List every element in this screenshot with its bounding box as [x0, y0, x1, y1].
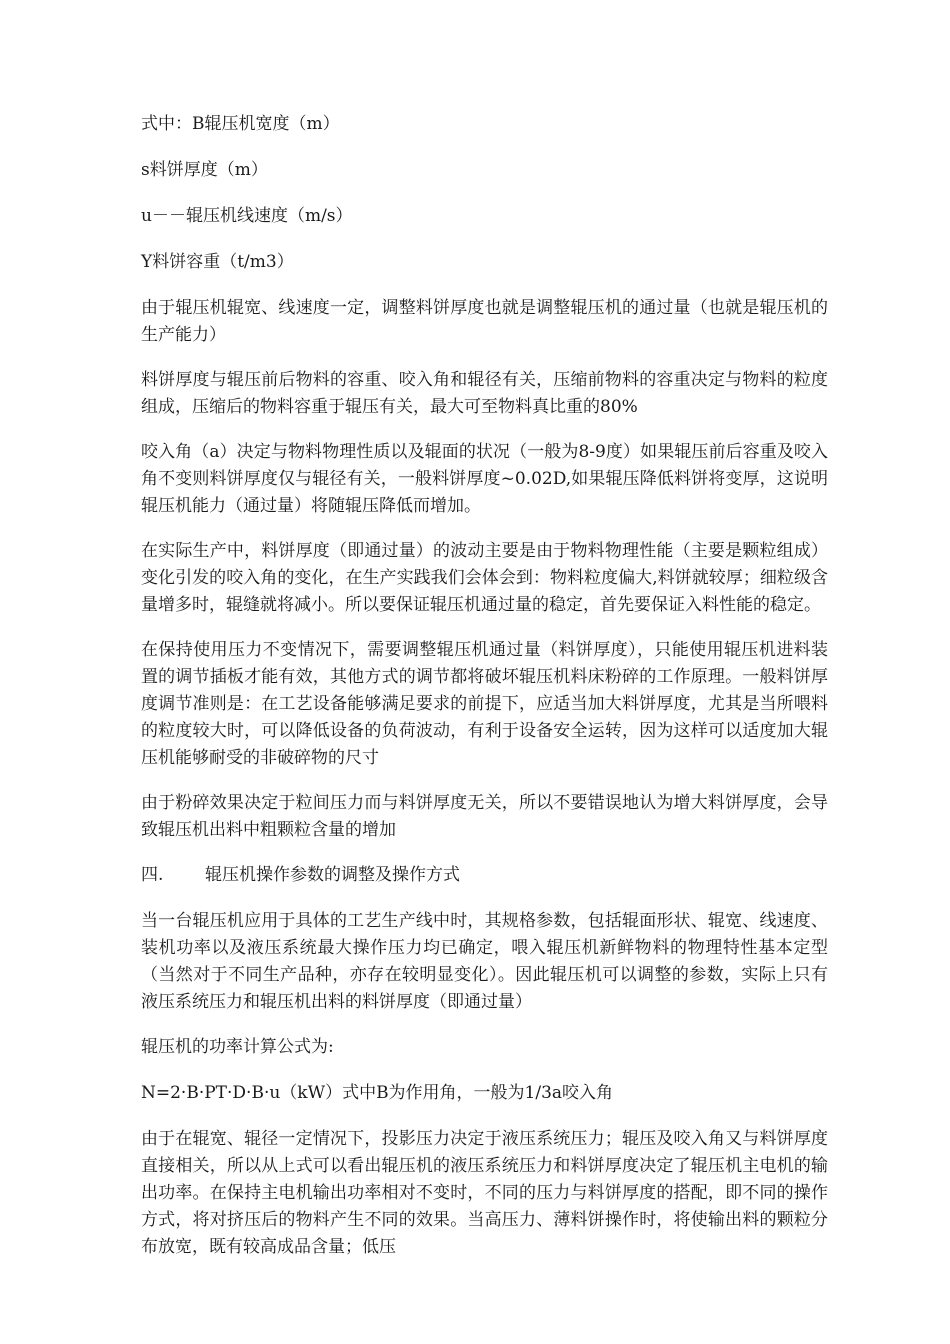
section-title: 辊压机操作参数的调整及操作方式: [205, 865, 460, 885]
paragraph: 当一台辊压机应用于具体的工艺生产线中时，其规格参数，包括辊面形状、辊宽、线速度、装机功率以及液压系统最大操作压力均已确定，喂入辊压机新鲜物料的物理特性基本定型（当然对于不同生产品种，亦存在较明显变化）。因此辊压机可以调整的参数，实际上只有液压系统压力和辊压机出料的料饼厚度（即通过量）: [141, 911, 828, 1012]
paragraph: 由于在辊宽、辊径一定情况下，投影压力决定于液压系统压力；辊压及咬入角又与料饼厚度直接相关，所以从上式可以看出辊压机的液压系统压力和料饼厚度决定了辊压机主电机的输出功率。在保持主电机输出功率相对不变时，不同的压力与料饼厚度的搭配，即不同的操作方式，将对挤压后的物料产生不同的效果。当高压力、薄料饼操作时，将使输出料的颗粒分布放宽，既有较高成品含量；低压: [141, 1129, 828, 1257]
paragraph: 料饼厚度与辊压前后物料的容重、咬入角和辊径有关，压缩前物料的容重决定与物料的粒度组成，压缩后的物料容重于辊压有关，最大可至物料真比重的80%: [141, 370, 828, 417]
paragraph: 在实际生产中，料饼厚度（即通过量）的波动主要是由于物料物理性能（主要是颗粒组成）变化引发的咬入角的变化，在生产实践我们会体会到：物料粒度偏大,料饼就较厚；细粒级含量增多时，辊缝就将减小。所以要保证辊压机通过量的稳定，首先要保证入料性能的稳定。: [141, 541, 828, 615]
paragraph: 辊压机的功率计算公式为:: [141, 1037, 334, 1057]
paragraph-formula-b: 式中：B辊压机宽度（m）: [141, 114, 340, 134]
formula-line: N=2·B·PT·D·B·u（kW）式中B为作用角，一般为1/3a咬入角: [141, 1083, 614, 1103]
paragraph: 咬入角（a）决定与物料物理性质以及辊面的状况（一般为8-9度）如果辊压前后容重及咬入角不变则料饼厚度仅与辊径有关，一般料饼厚度~0.02D,如果辊压降低料饼将变厚，这说明辊压机能力（通过量）将随辊压降低而增加。: [141, 442, 828, 516]
section-number: 四.: [141, 865, 164, 885]
paragraph: 由于粉碎效果决定于粒间压力而与料饼厚度无关，所以不要错误地认为增大料饼厚度，会导致辊压机出料中粗颗粒含量的增加: [141, 793, 828, 840]
paragraph-formula-s: s料饼厚度（m）: [141, 160, 268, 180]
paragraph-formula-y: Y料饼容重（t/m3）: [141, 252, 294, 272]
section-heading: [141, 862, 828, 889]
paragraph: 在保持使用压力不变情况下，需要调整辊压机通过量（料饼厚度），只能使用辊压机进料装置的调节插板才能有效，其他方式的调节都将破坏辊压机料床粉碎的工作原理。一般料饼厚度调节准则是：在工艺设备能够满足要求的前提下，应适当加大料饼厚度，尤其是当所喂料的粒度较大时，可以降低设备的负荷波动，有利于设备安全运转，因为这样可以适度加大辊压机能够耐受的非破碎物的尺寸: [141, 640, 828, 768]
paragraph: 由于辊压机辊宽、线速度一定，调整料饼厚度也就是调整辊压机的通过量（也就是辊压机的生产能力）: [141, 298, 828, 345]
paragraph-formula-u: u－－辊压机线速度（m/s）: [141, 206, 353, 226]
